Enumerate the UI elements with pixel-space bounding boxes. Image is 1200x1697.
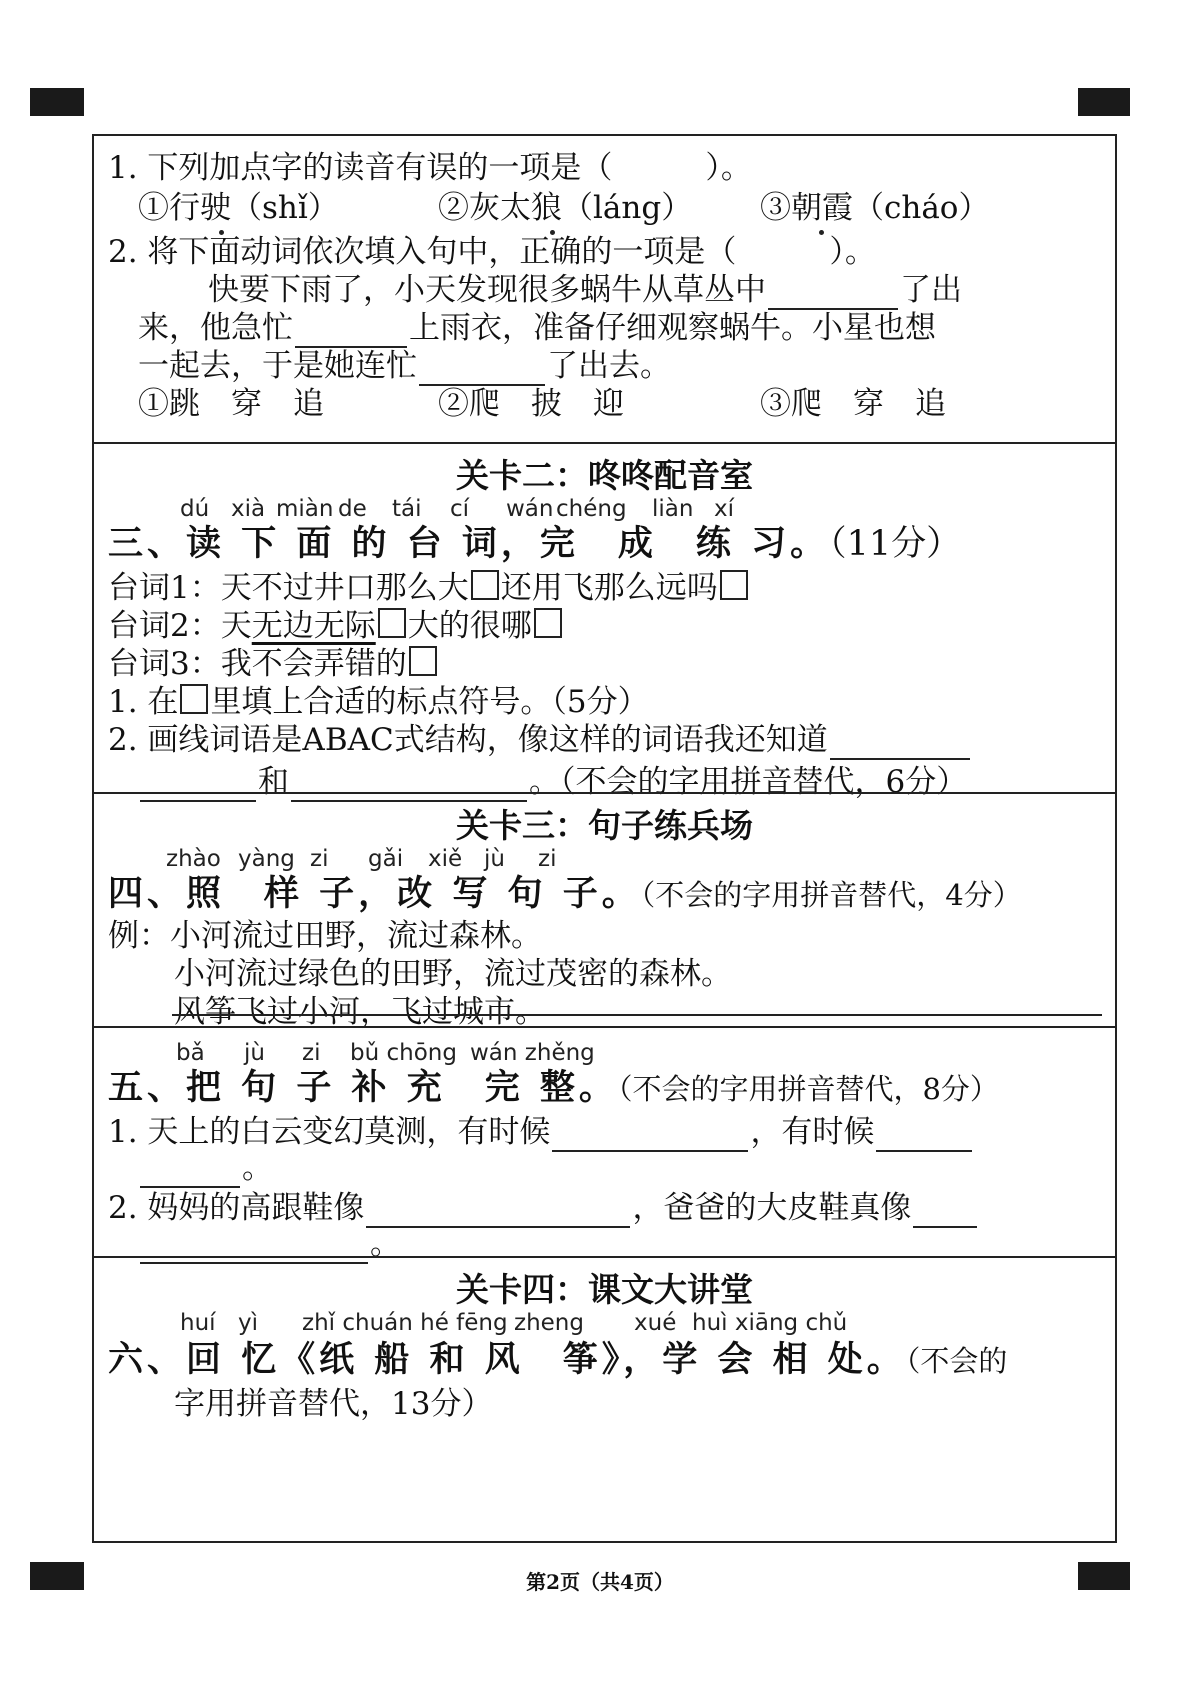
pinyin: chéng bbox=[556, 496, 627, 522]
s5-question-2-cont: 。 bbox=[138, 1224, 401, 1264]
answer-blank[interactable] bbox=[913, 1196, 977, 1228]
pinyin: jù bbox=[484, 846, 505, 872]
pinyin: zhǐ chuán hé fēng bbox=[302, 1310, 508, 1336]
q2-stem: 2. 将下面动词依次填入句中，正确的一项是（ ）。 bbox=[108, 234, 876, 270]
s5-question-2: 2. 妈妈的高跟鞋像 ，爸爸的大皮鞋真像 bbox=[108, 1188, 979, 1228]
section-title: 关卡二：咚咚配音室 bbox=[456, 456, 753, 495]
punctuation-box[interactable] bbox=[471, 570, 499, 600]
pinyin: xià bbox=[231, 496, 266, 522]
pinyin: huí bbox=[180, 1310, 216, 1336]
q2-option-2: ②爬 披 迎 bbox=[438, 386, 624, 422]
section-lesson-lecture bbox=[94, 1258, 1115, 1541]
registration-mark-top-left bbox=[30, 88, 84, 116]
answer-blank[interactable] bbox=[768, 278, 898, 310]
answer-blank[interactable] bbox=[830, 728, 970, 760]
pinyin: yàng bbox=[238, 846, 295, 872]
section-dubbing-room bbox=[94, 444, 1115, 800]
q1-stem: 1. 下列加点字的读音有误的一项是（ ）。 bbox=[108, 150, 752, 186]
dialogue-line-3: 台词3：我不会弄错的 bbox=[108, 644, 439, 684]
s2-question-2: 2. 画线词语是ABAC式结构，像这样的词语我还知道 bbox=[108, 720, 972, 760]
q1-option-2: ②灰太狼（láng） bbox=[438, 190, 693, 226]
dialogue-line-1: 台词1：天不过井口那么大 还用飞那么远吗 bbox=[108, 568, 750, 608]
task-sentence: 风筝飞过小河，飞过城市。 bbox=[174, 994, 546, 1030]
pinyin: cí bbox=[450, 496, 470, 522]
pinyin: zi bbox=[310, 846, 329, 872]
q2-passage-line-2: 来，他急忙 上雨衣，准备仔细观察蜗牛。小星也想 bbox=[138, 310, 936, 346]
pinyin: de bbox=[338, 496, 367, 522]
page-number: 第2页（共4页） bbox=[526, 1570, 674, 1594]
pinyin: bǎ bbox=[176, 1040, 205, 1066]
q2-option-1: ①跳 穿 追 bbox=[138, 386, 324, 422]
pinyin: xué bbox=[634, 1310, 677, 1336]
pinyin: zheng bbox=[514, 1310, 584, 1336]
answer-blank[interactable] bbox=[366, 1196, 630, 1228]
punctuation-box[interactable] bbox=[409, 646, 437, 676]
pinyin: wán bbox=[506, 496, 554, 522]
pinyin: wán zhěng bbox=[470, 1040, 595, 1066]
q2-passage-line-3: 一起去，于是她连忙 了出去。 bbox=[138, 348, 671, 384]
pinyin: xí bbox=[714, 496, 735, 522]
pinyin: zi bbox=[538, 846, 557, 872]
section-heading: 三、读 下 面 的 台 词，完 成 练 习。（11分） bbox=[108, 523, 962, 564]
answer-line[interactable] bbox=[172, 1014, 1102, 1016]
example-line-2: 小河流过绿色的田野，流过茂密的森林。 bbox=[174, 956, 732, 992]
punctuation-box[interactable] bbox=[534, 608, 562, 638]
pinyin: bǔ chōng bbox=[350, 1040, 457, 1066]
s5-question-1: 1. 天上的白云变幻莫测，有时候 ，有时候 bbox=[108, 1112, 974, 1152]
s2-question-2-cont: 和 。（不会的字用拼音替代，6分） bbox=[138, 762, 967, 802]
section-multiple-choice bbox=[94, 136, 1115, 442]
section-title: 关卡三：句子练兵场 bbox=[456, 806, 753, 845]
q1-option-3: ③朝霞（cháo） bbox=[760, 190, 990, 226]
section-heading: 五、把 句 子 补 充 完 整。（不会的字用拼音替代，8分） bbox=[108, 1067, 999, 1108]
answer-blank[interactable] bbox=[140, 1156, 240, 1188]
section-sentence-practice bbox=[94, 794, 1115, 1030]
q2-passage-line-1: 快要下雨了，小天发现很多蜗牛从草丛中 了出 bbox=[208, 272, 962, 308]
answer-blank[interactable] bbox=[419, 354, 545, 386]
pinyin: zhào bbox=[166, 846, 221, 872]
example-line-1: 例：小河流过田野，流过森林。 bbox=[108, 918, 542, 954]
pinyin: jù bbox=[244, 1040, 265, 1066]
pinyin: dú bbox=[180, 496, 210, 522]
answer-blank[interactable] bbox=[876, 1120, 972, 1152]
q1-option-1: ①行驶（shǐ） bbox=[138, 190, 339, 226]
pinyin: xiě bbox=[428, 846, 463, 872]
registration-mark-top-right bbox=[1078, 88, 1130, 116]
section-heading: 六、回 忆《纸 船 和 风 筝》，学 会 相 处。（不会的 bbox=[108, 1339, 1008, 1380]
pinyin: liàn bbox=[652, 496, 694, 522]
section-complete-sentences bbox=[94, 1028, 1115, 1262]
pinyin: zi bbox=[302, 1040, 321, 1066]
s5-question-1-cont: 。 bbox=[138, 1148, 273, 1188]
punctuation-box[interactable] bbox=[720, 570, 748, 600]
pinyin: huì xiāng chǔ bbox=[692, 1310, 848, 1336]
answer-blank[interactable] bbox=[552, 1120, 748, 1152]
box-symbol bbox=[180, 684, 208, 714]
punctuation-box[interactable] bbox=[378, 608, 406, 638]
underlined-word: 无边无际 bbox=[251, 608, 376, 644]
worksheet-frame bbox=[92, 134, 1117, 1543]
answer-blank[interactable] bbox=[295, 316, 407, 348]
pinyin: yì bbox=[238, 1310, 259, 1336]
section-heading-cont: 字用拼音替代，13分） bbox=[174, 1386, 493, 1422]
q2-option-3: ③爬 穿 追 bbox=[760, 386, 946, 422]
pinyin: miàn bbox=[276, 496, 334, 522]
dialogue-line-2: 台词2：天无边无际 大的很哪 bbox=[108, 606, 564, 646]
pinyin: gǎi bbox=[368, 846, 404, 872]
pinyin: tái bbox=[392, 496, 422, 522]
s2-question-1: 1. 在 里填上合适的标点符号。（5分） bbox=[108, 684, 649, 720]
section-heading: 四、照 样 子，改 写 句 子。（不会的字用拼音替代，4分） bbox=[108, 873, 1022, 914]
section-title: 关卡四：课文大讲堂 bbox=[456, 1270, 753, 1309]
